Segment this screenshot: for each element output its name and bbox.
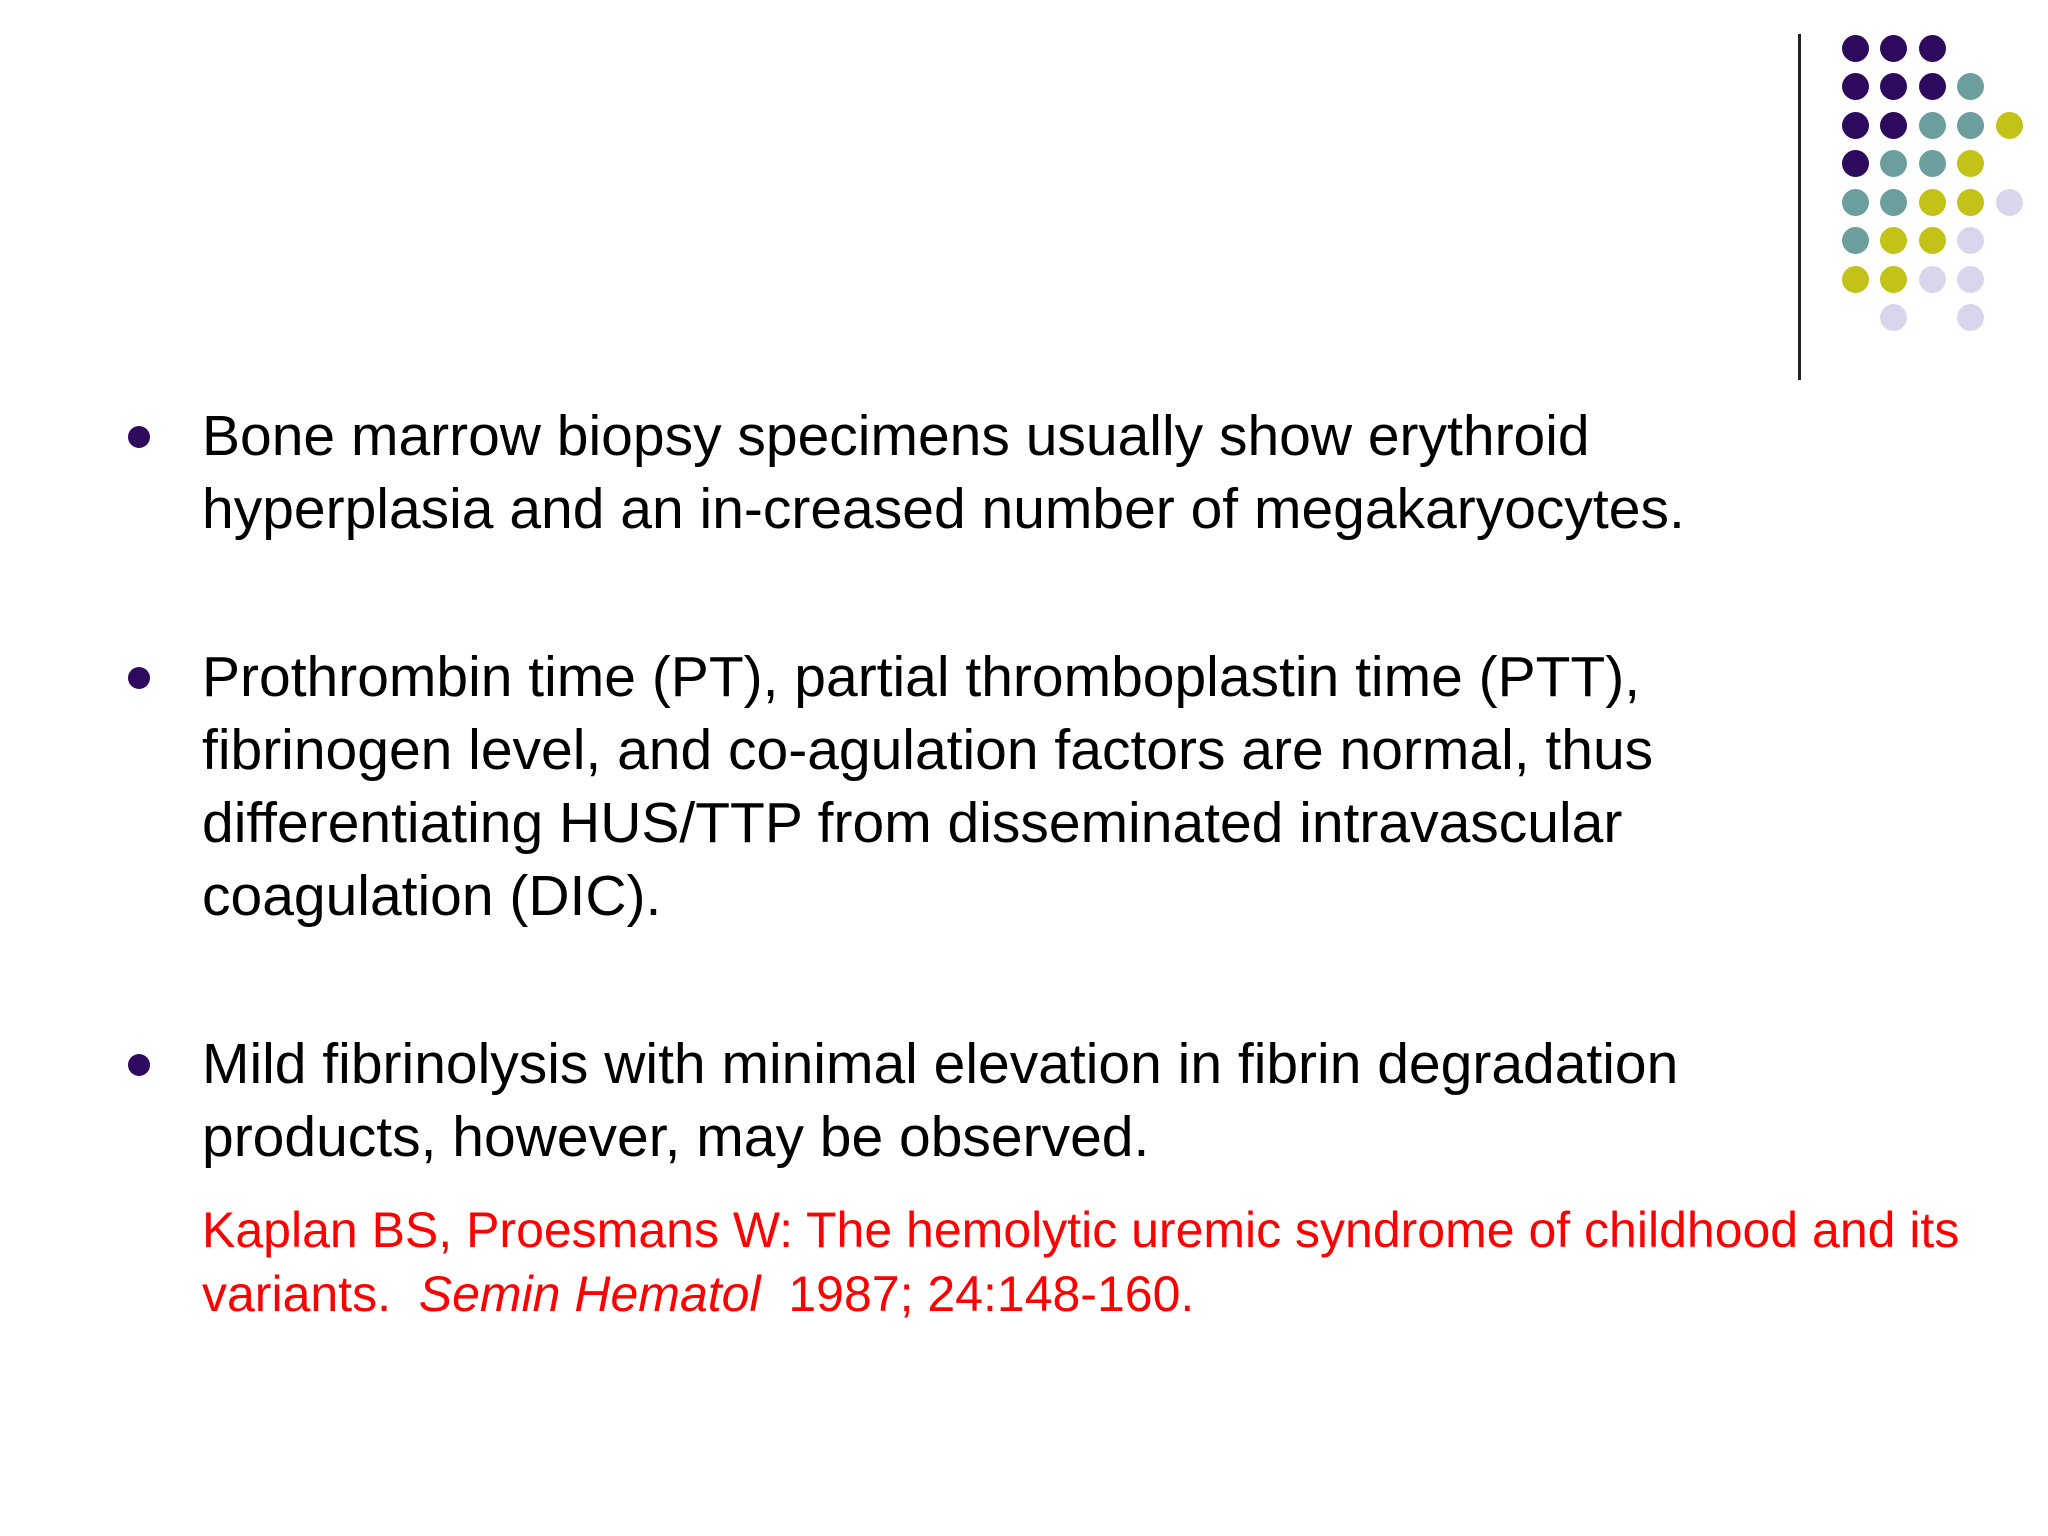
- bullet-item: [120, 1028, 1820, 1174]
- bullet-dot-icon: [128, 1054, 150, 1076]
- bullet-dot-icon: [128, 667, 150, 689]
- decorative-dot-icon: [1957, 73, 1984, 100]
- bullet-text: Prothrombin time (PT), partial thromboplastin time (PTT), fibrinogen level, and co-agulation factors are normal, thus differentiating HUS/TTP from disseminated intravascular coagulation (DIC).: [202, 645, 1654, 928]
- bullet-item: [120, 400, 1820, 546]
- decorative-dot-icon: [1842, 73, 1869, 100]
- decorative-dot-grid: [0, 0, 2048, 400]
- decorative-dot-icon: [1919, 227, 1946, 254]
- vertical-divider-line: [1798, 34, 1801, 380]
- decorative-dot-icon: [1996, 189, 2023, 216]
- bullet-item: [120, 641, 1820, 933]
- decorative-dot-icon: [1880, 112, 1907, 139]
- decorative-dot-icon: [1842, 266, 1869, 293]
- bullet-dot-icon: [128, 426, 150, 448]
- decorative-dot-icon: [1919, 35, 1946, 62]
- citation-authors-title: Kaplan BS, Proesmans W: The hemolytic uremic syndrome of childhood and its variants.: [202, 1202, 1960, 1322]
- decorative-dot-icon: [1842, 35, 1869, 62]
- decorative-dot-icon: [1919, 266, 1946, 293]
- decorative-dot-icon: [1842, 189, 1869, 216]
- decorative-dot-icon: [1842, 227, 1869, 254]
- decorative-dot-icon: [1842, 150, 1869, 177]
- decorative-dot-icon: [1919, 112, 1946, 139]
- decorative-dot-icon: [1880, 227, 1907, 254]
- decorative-dot-icon: [1880, 73, 1907, 100]
- decorative-dot-icon: [1919, 150, 1946, 177]
- decorative-dot-icon: [1957, 189, 1984, 216]
- decorative-dot-icon: [1957, 150, 1984, 177]
- citation-details: 1987; 24:148-160.: [788, 1266, 1195, 1322]
- decorative-dot-icon: [1880, 150, 1907, 177]
- bullet-list: [120, 400, 1820, 1174]
- decorative-dot-icon: [1880, 35, 1907, 62]
- decorative-dot-icon: [1957, 304, 1984, 331]
- decorative-dot-icon: [1996, 112, 2023, 139]
- decorative-dot-icon: [1919, 189, 1946, 216]
- citation-journal: Semin Hematol: [418, 1266, 761, 1322]
- decorative-dot-icon: [1880, 304, 1907, 331]
- decorative-dot-icon: [1957, 112, 1984, 139]
- decorative-dot-icon: [1957, 266, 1984, 293]
- decorative-dot-icon: [1957, 227, 1984, 254]
- decorative-dot-icon: [1880, 266, 1907, 293]
- bullet-text: Mild fibrinolysis with minimal elevation in fibrin degradation products, however, may be observed.: [202, 1032, 1679, 1169]
- decorative-dot-icon: [1919, 73, 1946, 100]
- decorative-dot-icon: [1842, 112, 1869, 139]
- decorative-dot-icon: [1880, 189, 1907, 216]
- citation-reference: [202, 1198, 2002, 1326]
- bullet-text: Bone marrow biopsy specimens usually show erythroid hyperplasia and an in-creased number of megakaryocytes.: [202, 404, 1685, 541]
